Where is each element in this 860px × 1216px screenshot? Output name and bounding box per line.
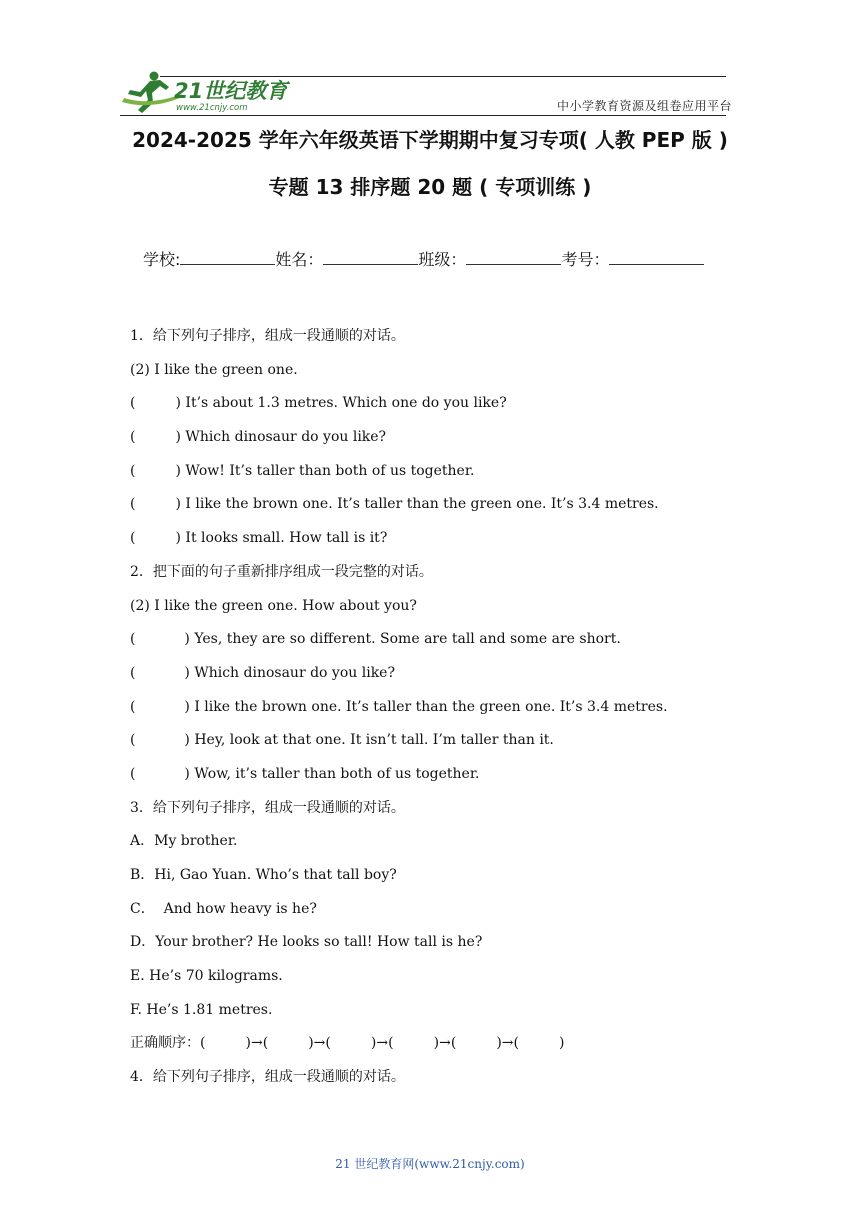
question-line: (2) I like the green one. [130, 361, 298, 378]
logo-text: 21世纪教育 [174, 79, 288, 103]
question-line: 1．给下列句子排序，组成一段通顺的对话。 [130, 328, 405, 344]
question-list [130, 325, 750, 1100]
question-line: 4．给下列句子排序，组成一段通顺的对话。 [130, 1069, 405, 1086]
document-title: 2024-2025 学年六年级英语下学期期中复习专项( 人教 PEP 版 ) [132, 128, 728, 152]
question-line: ( ) Wow, it’s taller than both of us together. [130, 765, 480, 782]
question-line: ( ) I like the brown one. It’s taller than the green one. It’s 3.4 metres. [130, 496, 659, 513]
platform-tagline: 中小学教育资源及组卷应用平台 [556, 99, 732, 113]
answer-order-line: 正确顺序：( )→( )→( )→( )→( )→( ) [130, 1035, 565, 1052]
student-info-line [143, 247, 704, 270]
name-label: 姓名： [275, 250, 324, 269]
header-rule-bottom [120, 115, 726, 116]
exam-number-label: 考号： [561, 250, 610, 269]
question-line: F. He’s 1.81 metres. [130, 1001, 273, 1018]
question-line: ( ) Which dinosaur do you like? [130, 429, 387, 446]
question-line: C． And how heavy is he? [130, 900, 317, 917]
question-line: ( ) Wow! It’s taller than both of us together. [130, 462, 475, 479]
name-blank[interactable] [323, 250, 418, 265]
question-line: ( ) It looks small. How tall is it? [130, 530, 388, 547]
class-blank[interactable] [466, 250, 561, 265]
question-line: (2) I like the green one. How about you? [130, 597, 417, 614]
question-line: ( ) Yes, they are so different. Some are tall and some are short. [130, 631, 621, 648]
question-line: 3．给下列句子排序，组成一段通顺的对话。 [130, 799, 405, 816]
exam-number-blank[interactable] [609, 250, 704, 265]
school-label: 学校: [143, 250, 181, 269]
question-line: D．Your brother? He looks so tall! How tall is he? [130, 934, 483, 951]
question-line: ( ) Hey, look at that one. It isn’t tall. I’m taller than it. [130, 732, 554, 749]
page-header [120, 64, 732, 116]
logo-21cnjy [120, 68, 290, 114]
document-subtitle: 专题 13 排序题 20 题 ( 专项训练 ) [268, 175, 592, 199]
logo-url: www.21cnjy.com [176, 103, 248, 113]
page-footer: 21 世纪教育网(www.21cnjy.com) [335, 1157, 525, 1171]
question-line: A．My brother. [130, 833, 238, 850]
question-line: ( ) I like the brown one. It’s taller than the green one. It’s 3.4 metres. [130, 698, 668, 715]
question-line: ( ) Which dinosaur do you like? [130, 664, 395, 681]
class-label: 班级： [418, 250, 467, 269]
runner-icon [122, 72, 182, 114]
question-line: ( ) It’s about 1.3 metres. Which one do you like? [130, 395, 507, 412]
school-blank[interactable] [180, 250, 275, 265]
question-line: E. He’s 70 kilograms. [130, 968, 283, 985]
question-line: B．Hi, Gao Yuan. Who’s that tall boy? [130, 867, 397, 883]
question-line: 2．把下面的句子重新排序组成一段完整的对话。 [130, 563, 433, 580]
